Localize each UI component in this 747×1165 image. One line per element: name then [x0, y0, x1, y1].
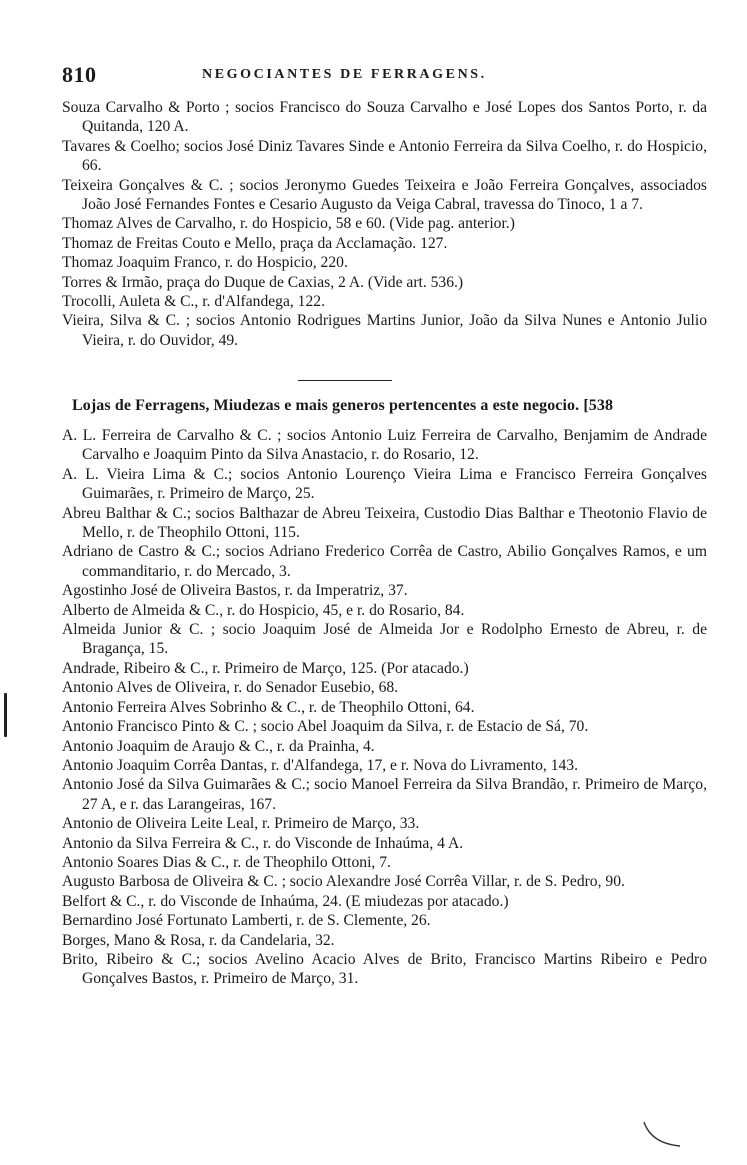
list-item: Antonio Ferreira Alves Sobrinho & C., r. de Theophilo Ottoni, 64.: [62, 698, 475, 716]
section-heading: Lojas de Ferragens, Miudezas e mais generos pertencentes a este negocio. [538: [72, 397, 614, 414]
list-item: Almeida Junior & C. ; socio Joaquim José de Almeida Jor e Rodolpho Ernesto de Abreu, r. de Bragança, 15.: [62, 621, 707, 658]
list-item: Souza Carvalho & Porto ; socios Francisco do Souza Carvalho e José Lopes dos Santos Porto, r. da Quitanda, 120 A.: [62, 99, 707, 136]
list-item: Vieira, Silva & C. ; socios Antonio Rodrigues Martins Junior, João da Silva Nunes e Antonio Julio Vieira, r. do Ouvidor, 49.: [62, 312, 707, 349]
entry-list-top: [62, 98, 707, 350]
entry-list-bottom: [62, 426, 707, 989]
list-item: Agostinho José de Oliveira Bastos, r. da Imperatriz, 37.: [62, 582, 408, 600]
list-item: Torres & Irmão, praça do Duque de Caxias, 2 A. (Vide art. 536.): [62, 273, 464, 291]
list-item: Antonio Francisco Pinto & C. ; socio Abel Joaquim da Silva, r. de Estacio de Sá, 70.: [62, 718, 589, 736]
margin-binding-mark: [4, 693, 7, 737]
list-item: Brito, Ribeiro & C.; socios Avelino Acacio Alves de Brito, Francisco Martins Ribeiro e Pedro Gonçalves Bastos, r. Primeiro de Março, 31.: [62, 950, 707, 988]
list-item: Belfort & C., r. do Visconde de Inhaúma, 24. (E miudezas por atacado.): [62, 892, 509, 910]
page-header: [62, 62, 702, 92]
list-item: Antonio Joaquim Corrêa Dantas, r. d'Alfandega, 17, e r. Nova do Livramento, 143.: [62, 756, 578, 774]
section-divider: [298, 380, 392, 381]
list-item: Bernardino José Fortunato Lamberti, r. de S. Clemente, 26.: [62, 912, 431, 930]
list-item: Thomaz Alves de Carvalho, r. do Hospicio, 58 e 60. (Vide pag. anterior.): [62, 215, 515, 233]
page-number: 810: [62, 62, 97, 87]
list-item: A. L. Vieira Lima & C.; socios Antonio Lourenço Vieira Lima e Francisco Ferreira Gonçalves Guimarães, r. Primeiro de Março, 25.: [62, 465, 707, 503]
list-item: Antonio Soares Dias & C., r. de Theophilo Ottoni, 7.: [62, 853, 391, 871]
list-item: Tavares & Coelho; socios José Diniz Tavares Sinde e Antonio Ferreira da Silva Coelho, r. do Hospicio, 66.: [62, 137, 707, 175]
list-item: Trocolli, Auleta & C., r. d'Alfandega, 122.: [62, 293, 325, 311]
list-item: Thomaz Joaquim Franco, r. do Hospicio, 220.: [62, 254, 348, 272]
list-item: Antonio Alves de Oliveira, r. do Senador Eusebio, 68.: [62, 679, 399, 697]
list-item: Antonio de Oliveira Leite Leal, r. Primeiro de Março, 33.: [62, 815, 420, 833]
list-item: Antonio da Silva Ferreira & C., r. do Visconde de Inhaúma, 4 A.: [62, 834, 464, 852]
list-item: Thomaz de Freitas Couto e Mello, praça da Acclamação. 127.: [62, 234, 448, 252]
list-item: Alberto de Almeida & C., r. do Hospicio, 45, e r. do Rosario, 84.: [62, 601, 465, 619]
list-item: Teixeira Gonçalves & C. ; socios Jeronymo Guedes Teixeira e João Ferreira Gonçalves, associados João José Fernandes Fontes e Cesario Augusto da Veiga Cabral, travessa do Tinoco, 1 a 7.: [62, 176, 707, 214]
list-item: Andrade, Ribeiro & C., r. Primeiro de Março, 125. (Por atacado.): [62, 659, 469, 677]
list-item: Antonio José da Silva Guimarães & C.; socio Manoel Ferreira da Silva Brandão, r. Primeiro de Março, 27 A, e r. das Larangeiras, 167.: [62, 776, 707, 813]
list-item: Augusto Barbosa de Oliveira & C. ; socio Alexandre José Corrêa Villar, r. de S. Pedro, 90.: [62, 873, 625, 891]
list-item: Adriano de Castro & C.; socios Adriano Frederico Corrêa de Castro, Abilio Gonçalves Ramos, e um commanditario, r. do Mercado, 3.: [62, 543, 707, 580]
list-item: A. L. Ferreira de Carvalho & C. ; socios Antonio Luiz Ferreira de Carvalho, Benjamim de Andrade Carvalho e Joaquim Pinto da Silva Anastacio, r. do Rosario, 12.: [62, 427, 707, 464]
corner-pencil-mark: [640, 1120, 684, 1150]
list-item: Antonio Joaquim de Araujo & C., r. da Prainha, 4.: [62, 737, 375, 755]
list-item: Abreu Balthar & C.; socios Balthazar de Abreu Teixeira, Custodio Dias Balthar e Theotonio Flavio de Mello, r. de Theophilo Ottoni, 115.: [62, 504, 707, 542]
list-item: Borges, Mano & Rosa, r. da Candelaria, 32.: [62, 931, 335, 949]
running-head: NEGOCIANTES DE FERRAGENS.: [202, 67, 487, 82]
